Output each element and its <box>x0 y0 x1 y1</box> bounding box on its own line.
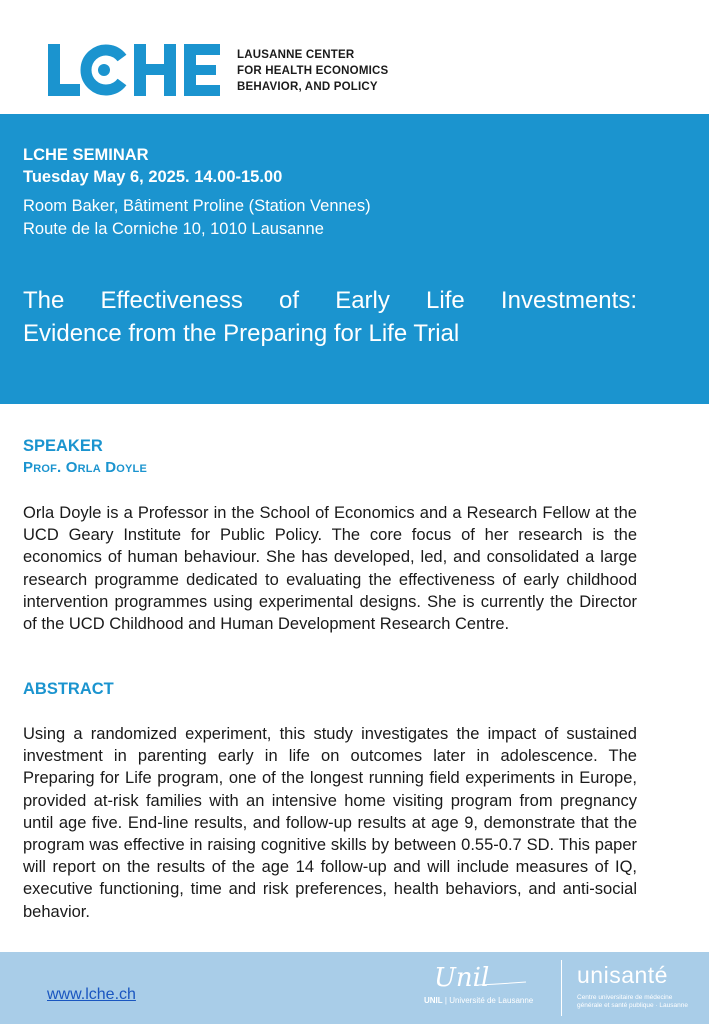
lche-logo <box>46 40 222 100</box>
unisante-logo: unisanté <box>577 962 668 988</box>
event-room: Room Baker, Bâtiment Proline (Station Vennes) <box>23 197 371 215</box>
unil-caption <box>424 996 533 1005</box>
seminar-title <box>23 284 637 350</box>
abstract-text: Using a randomized experiment, this study investigates the impact of sustained investment in parenting early in life on outcomes later in adolescence. The Preparing for Life program, one of the longest running field experiments in Europe, provided at-risk families with an intensive home visiting program from pregnancy until age five. End-line results, and follow-up results at age 9, demonstrate that the program was effective in raising cognitive skills by between 0.55-0.7 SD. This paper will report on the results of the age 14 follow-up and will include measures of IQ, executive functioning, time and risk preferences, health behaviors, and anti-social behavior. <box>23 725 637 921</box>
footer <box>0 952 709 1024</box>
abstract-heading: ABSTRACT <box>23 680 114 698</box>
seminar-label: LCHE SEMINAR <box>23 146 149 164</box>
unil-logo <box>430 958 530 994</box>
logo-line-3: BEHAVIOR, AND POLICY <box>237 81 378 93</box>
logo-tagline <box>237 47 388 95</box>
event-date-time: Tuesday May 6, 2025. 14.00-15.00 <box>23 168 283 186</box>
event-address: Route de la Corniche 10, 1010 Lausanne <box>23 220 324 238</box>
seminar-title-line-1: The Effectiveness of Early Life Investments: <box>23 287 637 314</box>
event-banner <box>0 114 709 404</box>
speaker-name: Prof. Orla Doyle <box>23 459 147 476</box>
logo-line-2: FOR HEALTH ECONOMICS <box>237 65 389 77</box>
speaker-heading: SPEAKER <box>23 437 103 455</box>
unil-caption-bold: UNIL <box>424 996 443 1005</box>
unisante-caption: Centre universitaire de médecine générale et santé publique · Lausanne <box>577 994 688 1009</box>
logo-line-1: LAUSANNE CENTER <box>237 49 355 61</box>
unil-caption-rest: | Université de Lausanne <box>442 996 534 1005</box>
website-link[interactable]: www.lche.ch <box>47 986 136 1003</box>
speaker-bio: Orla Doyle is a Professor in the School of Economics and a Research Fellow at the UCD Geary Institute for Public Policy. The core focus of her research is the economics of human behaviour. She has developed, led, and consolidated a large research programme dedicated to evaluating the effectiveness of early childhood intervention programmes using experimental designs. She is currently the Director of the UCD Childhood and Human Development Research Centre. <box>23 504 637 634</box>
seminar-title-line-2: Evidence from the Preparing for Life Trial <box>23 320 460 347</box>
footer-divider <box>561 960 562 1016</box>
unil-signature: Unil <box>434 963 490 993</box>
